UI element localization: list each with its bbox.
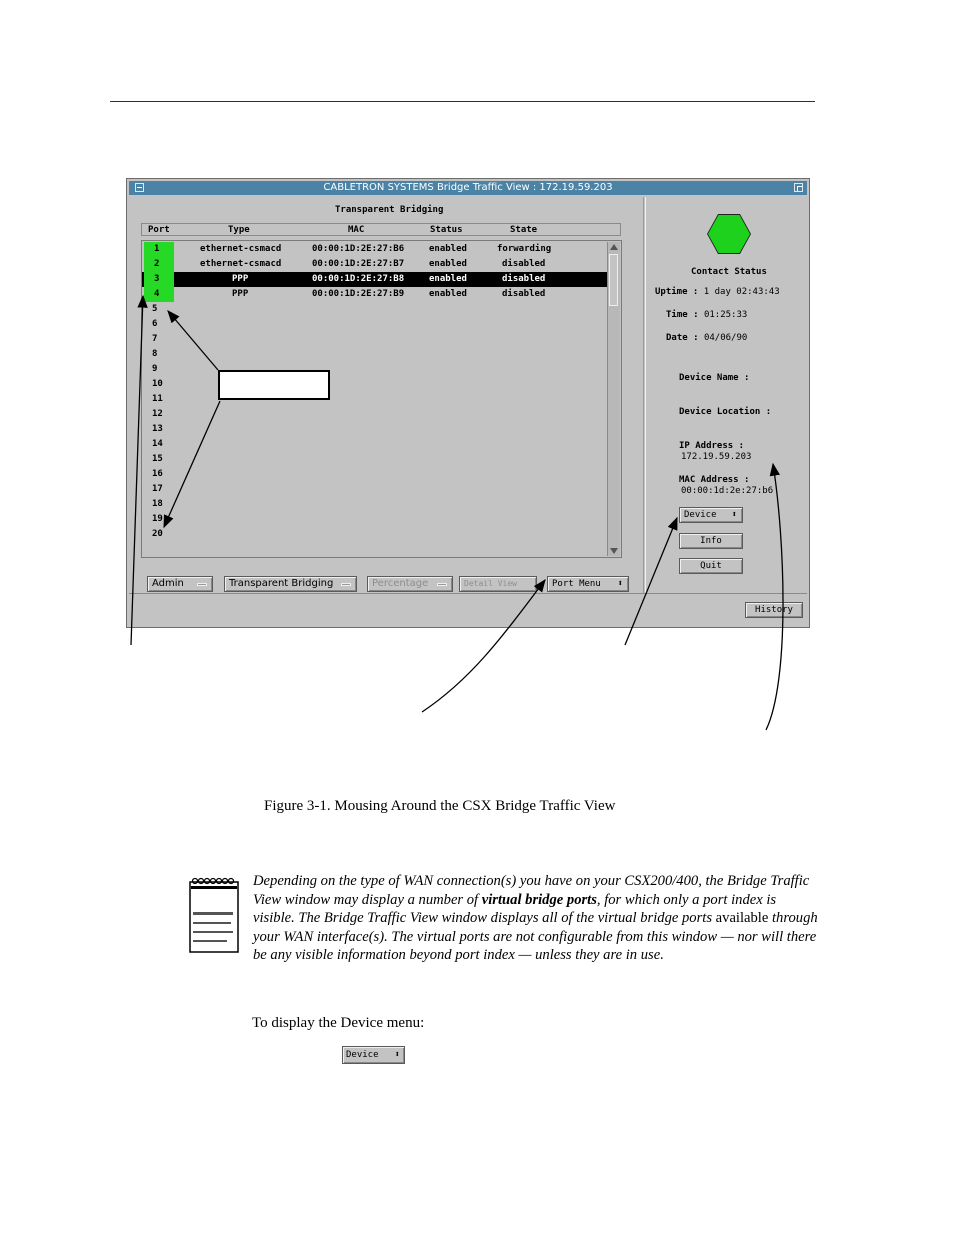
arrow-port-index	[131, 296, 143, 645]
port-number: 17	[152, 484, 163, 494]
port-number: 1	[144, 242, 174, 257]
port-status: enabled	[429, 274, 467, 284]
port-number: 13	[152, 424, 163, 434]
port-type: PPP	[232, 274, 249, 284]
note-text	[253, 872, 819, 965]
mac-address-label: MAC Address :	[679, 475, 750, 485]
device-location-label: Device Location :	[679, 407, 772, 417]
device-menu-instruction: To display the Device menu:	[252, 1015, 425, 1031]
port-number: 4	[144, 287, 174, 302]
port-state: disabled	[502, 259, 546, 269]
note-upright-word: available	[715, 910, 769, 927]
history-button-label: History	[755, 605, 793, 615]
device-button-label: Device	[684, 510, 717, 520]
note-part3: through your WAN interface(s). The virtual ports are not configurable from this window — nor will there be any visible information beyond port index — unless they are in use.	[253, 910, 818, 964]
device-name-label: Device Name :	[679, 373, 750, 383]
port-number: 18	[152, 499, 163, 509]
note-bold-term: virtual bridge ports	[481, 891, 597, 908]
column-port: Port	[148, 225, 170, 235]
port-state: disabled	[502, 274, 546, 284]
dropdown-arrow-icon: ⬍	[394, 1050, 400, 1060]
port-type: ethernet-csmacd	[200, 259, 282, 269]
column-status: Status	[430, 225, 463, 235]
port-menu-label: Port Menu	[552, 579, 601, 589]
arrow-device-button	[625, 518, 677, 645]
port-number: 12	[152, 409, 163, 419]
dropdown-arrow-icon: ⬍	[617, 579, 623, 589]
port-number: 20	[152, 529, 163, 539]
percentage-label: Percentage	[372, 578, 429, 589]
note-part1: Depending on the type of WAN connection(s) you have on your CSX200/400, the Bridge Traffic View window may display a number of	[253, 873, 810, 908]
ip-address-value: 172.19.59.203	[681, 452, 752, 462]
port-number: 3	[144, 272, 174, 287]
port-number: 5	[152, 304, 158, 314]
port-number: 14	[152, 439, 163, 449]
port-type: PPP	[232, 289, 249, 299]
port-mac: 00:00:1D:2E:27:B7	[312, 259, 405, 269]
port-number: 11	[152, 394, 163, 404]
column-type: Type	[228, 225, 250, 235]
dropdown-arrow-icon: ⬍	[731, 510, 737, 520]
port-number: 2	[144, 257, 174, 272]
section-title: Transparent Bridging	[335, 205, 444, 215]
port-state: forwarding	[497, 244, 552, 254]
column-mac: MAC	[348, 225, 365, 235]
arrow-port-menu	[422, 580, 545, 712]
quit-button-label: Quit	[700, 561, 722, 571]
uptime-value: 1 day 02:43:43	[703, 287, 780, 297]
arrow-device-info	[766, 464, 783, 730]
port-type: ethernet-csmacd	[200, 244, 282, 254]
port-number: 19	[152, 514, 163, 524]
note-part2: , for which only a port index is visible. The Bridge Traffic View window displays all of the virtual bridge ports	[253, 891, 777, 927]
port-number: 15	[152, 454, 163, 464]
ip-address-label: IP Address :	[679, 441, 745, 451]
mac-address-value: 00:00:1d:2e:27:b6	[681, 486, 774, 496]
port-number: 8	[152, 349, 158, 359]
transparent-bridging-label: Transparent Bridging	[229, 578, 334, 589]
callout-arrow-ports-top	[168, 311, 218, 370]
device-button-inline-label: Device	[346, 1050, 379, 1060]
port-mac: 00:00:1D:2E:27:B6	[312, 244, 405, 254]
port-number: 7	[152, 334, 158, 344]
notepad-icon	[188, 876, 240, 954]
callout-arrow-ports-bottom	[164, 401, 220, 527]
date-value: 04/06/90	[703, 333, 748, 343]
port-status: enabled	[429, 259, 467, 269]
port-mac: 00:00:1D:2E:27:B8	[312, 274, 405, 284]
port-status: enabled	[429, 289, 467, 299]
device-button-inline[interactable]	[342, 1046, 405, 1064]
figure-caption: Figure 3-1. Mousing Around the CSX Bridge Traffic View	[264, 798, 616, 814]
date-label: Date :	[666, 333, 699, 343]
port-status: enabled	[429, 244, 467, 254]
port-mac: 00:00:1D:2E:27:B9	[312, 289, 405, 299]
time-label: Time :	[666, 310, 699, 320]
time-value: 01:25:33	[703, 310, 748, 320]
port-number: 6	[152, 319, 158, 329]
detail-view-label: Detail View	[464, 579, 517, 588]
column-state: State	[510, 225, 538, 235]
port-number: 16	[152, 469, 163, 479]
port-state: disabled	[502, 289, 546, 299]
info-button-label: Info	[700, 536, 722, 546]
admin-button-label: Admin	[152, 578, 184, 589]
window-title: CABLETRON SYSTEMS Bridge Traffic View : 172.19.59.203	[323, 182, 613, 193]
port-number: 10	[152, 379, 163, 389]
port-number: 9	[152, 364, 158, 374]
contact-status-label: Contact Status	[691, 267, 767, 277]
uptime-label: Uptime :	[655, 287, 699, 297]
